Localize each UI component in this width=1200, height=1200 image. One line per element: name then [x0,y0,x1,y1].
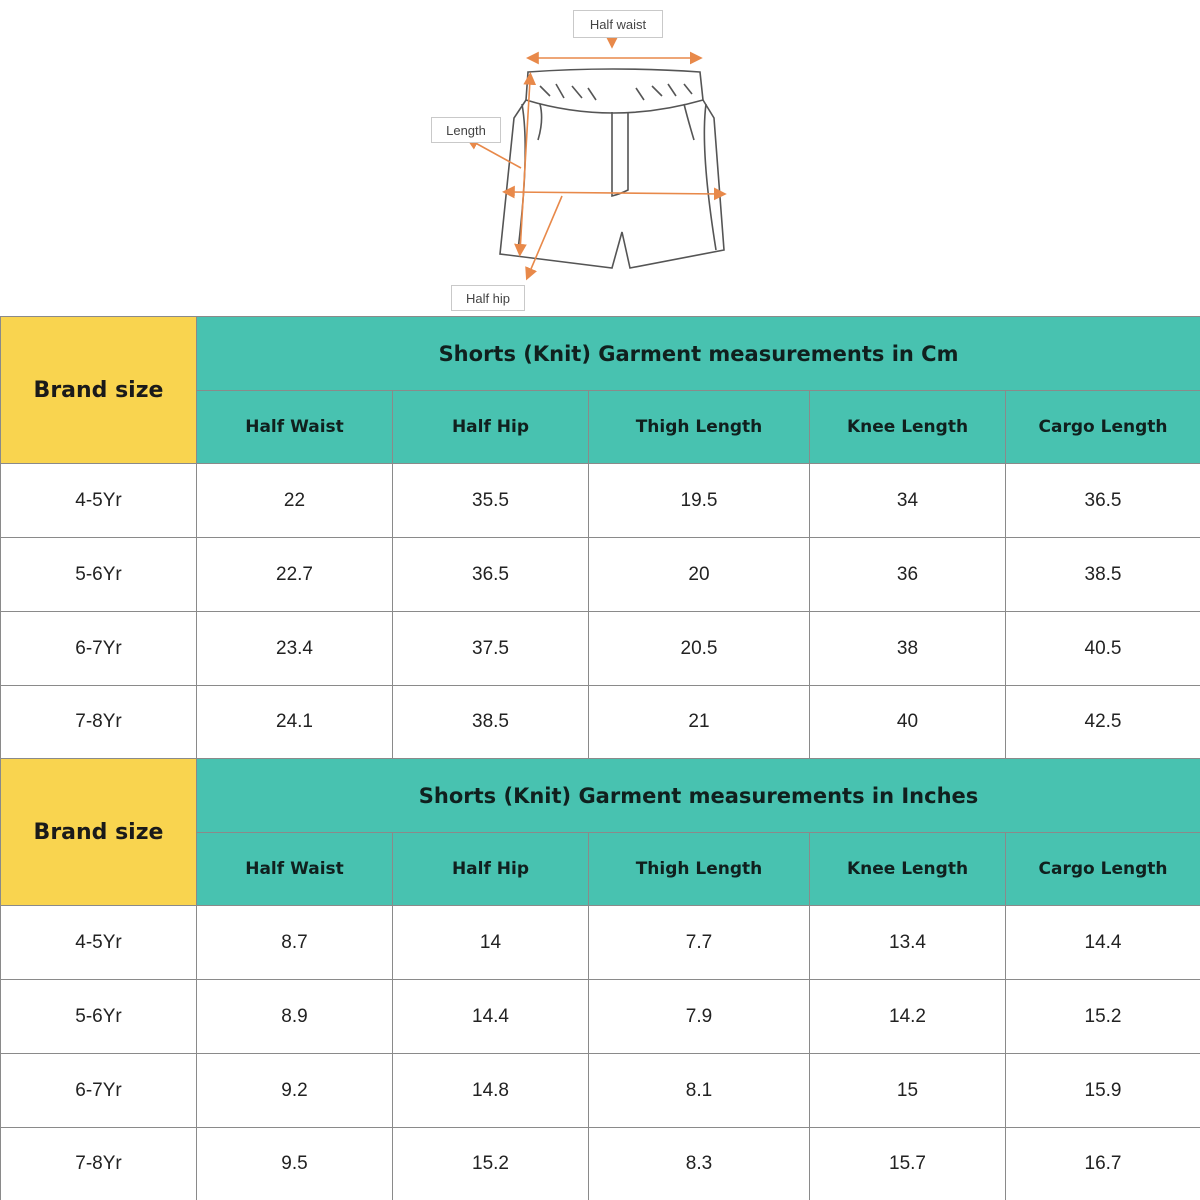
value-cell: 15 [810,1054,1006,1128]
table-row [1,906,1200,980]
value-cell: 15.2 [1006,980,1200,1054]
value-cell: 22 [197,464,393,538]
column-header-knee-length: Knee Length [810,391,1006,464]
table-title: Shorts (Knit) Garment measurements in Cm [197,317,1200,391]
table-title: Shorts (Knit) Garment measurements in Inches [197,759,1200,833]
length-callout: Length [431,117,501,143]
brand-size-header: Brand size [1,317,197,464]
table-row [1,980,1200,1054]
value-cell: 36 [810,538,1006,612]
value-cell: 8.3 [589,1128,810,1200]
value-cell: 14.4 [393,980,589,1054]
column-header-cargo-length: Cargo Length [1006,833,1200,906]
value-cell: 7.7 [589,906,810,980]
half-waist-callout: Half waist [573,10,663,38]
value-cell: 15.2 [393,1128,589,1200]
column-header-thigh-length: Thigh Length [589,833,810,906]
value-cell: 7.9 [589,980,810,1054]
value-cell: 42.5 [1006,686,1200,759]
value-cell: 38.5 [393,686,589,759]
table-row [1,1128,1200,1200]
size-cell: 5-6Yr [1,980,197,1054]
size-cell: 6-7Yr [1,1054,197,1128]
table-row [1,1054,1200,1128]
value-cell: 14.8 [393,1054,589,1128]
value-cell: 9.2 [197,1054,393,1128]
value-cell: 37.5 [393,612,589,686]
brand-size-header: Brand size [1,759,197,906]
value-cell: 23.4 [197,612,393,686]
column-header-thigh-length: Thigh Length [589,391,810,464]
size-chart-cm-table [0,316,1200,759]
table-row [1,464,1200,538]
value-cell: 24.1 [197,686,393,759]
table-row [1,612,1200,686]
value-cell: 40.5 [1006,612,1200,686]
value-cell: 15.9 [1006,1054,1200,1128]
value-cell: 21 [589,686,810,759]
value-cell: 34 [810,464,1006,538]
value-cell: 20.5 [589,612,810,686]
table-row [1,686,1200,759]
size-cell: 4-5Yr [1,464,197,538]
value-cell: 19.5 [589,464,810,538]
table-row [1,538,1200,612]
value-cell: 36.5 [393,538,589,612]
size-cell: 6-7Yr [1,612,197,686]
value-cell: 13.4 [810,906,1006,980]
value-cell: 8.1 [589,1054,810,1128]
size-cell: 7-8Yr [1,686,197,759]
value-cell: 20 [589,538,810,612]
shorts-measurement-diagram [0,0,1200,316]
value-cell: 8.7 [197,906,393,980]
value-cell: 16.7 [1006,1128,1200,1200]
column-header-cargo-length: Cargo Length [1006,391,1200,464]
value-cell: 36.5 [1006,464,1200,538]
value-cell: 38.5 [1006,538,1200,612]
half-hip-callout: Half hip [451,285,525,311]
column-header-half-waist: Half Waist [197,833,393,906]
column-header-half-hip: Half Hip [393,833,589,906]
value-cell: 9.5 [197,1128,393,1200]
column-header-knee-length: Knee Length [810,833,1006,906]
size-chart-inches-table [0,758,1200,1200]
column-header-half-hip: Half Hip [393,391,589,464]
value-cell: 8.9 [197,980,393,1054]
shorts-outline [500,69,724,268]
value-cell: 14 [393,906,589,980]
column-header-half-waist: Half Waist [197,391,393,464]
value-cell: 35.5 [393,464,589,538]
size-cell: 4-5Yr [1,906,197,980]
value-cell: 15.7 [810,1128,1006,1200]
shorts-illustration [0,0,1200,316]
value-cell: 38 [810,612,1006,686]
value-cell: 14.2 [810,980,1006,1054]
size-cell: 7-8Yr [1,1128,197,1200]
measurement-arrows [470,30,722,276]
value-cell: 14.4 [1006,906,1200,980]
value-cell: 22.7 [197,538,393,612]
size-cell: 5-6Yr [1,538,197,612]
value-cell: 40 [810,686,1006,759]
